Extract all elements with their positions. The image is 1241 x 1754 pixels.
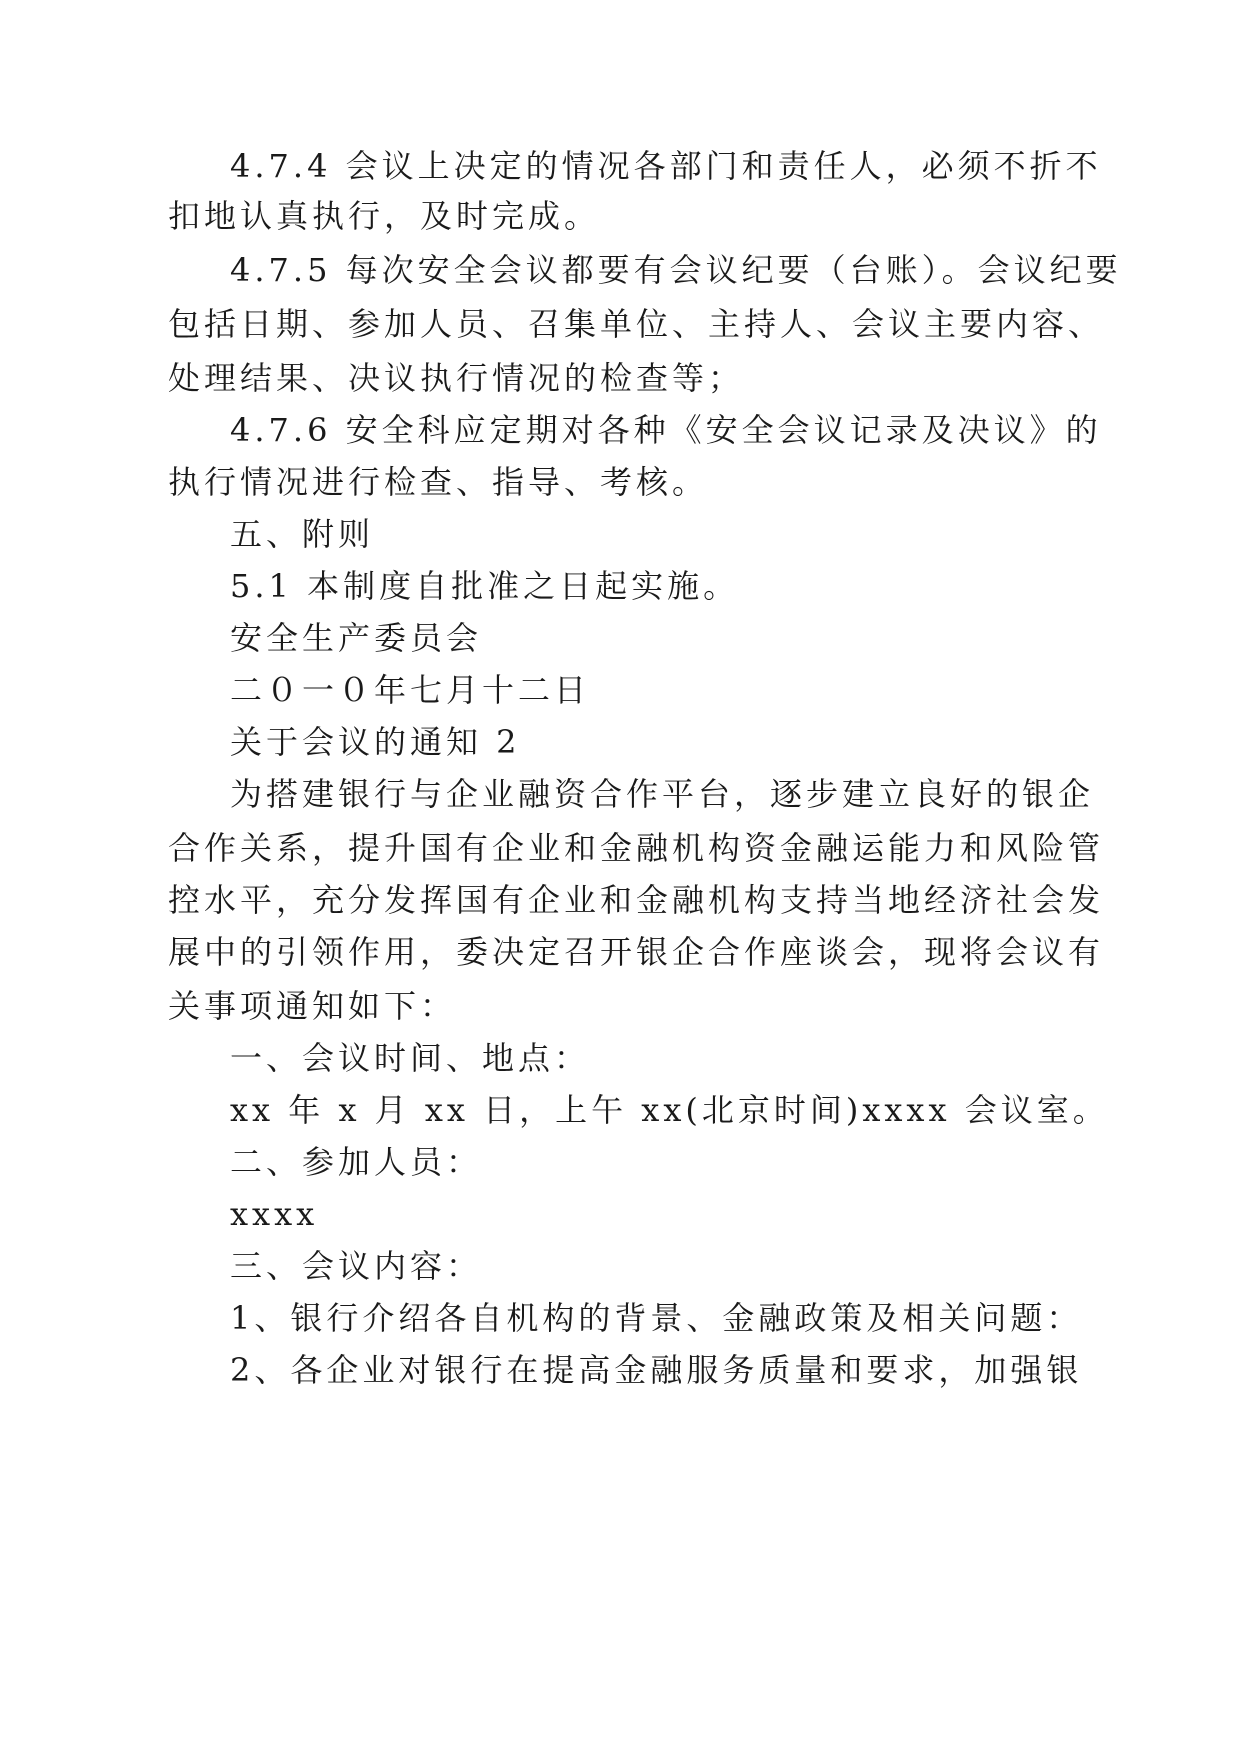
text-line: 展中的引领作用，委决定召开银企合作座谈会，现将会议有 — [168, 933, 1105, 971]
list-item: 2、各企业对银行在提高金融服务质量和要求，加强银 — [230, 1351, 1083, 1389]
text-line: 为搭建银行与企业融资合作平台，逐步建立良好的银企 — [230, 775, 1095, 813]
text-line: 扣地认真执行，及时完成。 — [168, 197, 601, 235]
section-heading: 三、会议内容： — [230, 1247, 483, 1285]
text-line: xx 年 x 月 xx 日，上午 xx(北京时间)xxxx 会议室。 — [230, 1091, 1109, 1129]
text-line: 控水平，充分发挥国有企业和金融机构支持当地经济社会发 — [168, 881, 1105, 919]
section-heading: 一、会议时间、地点： — [230, 1039, 591, 1077]
list-item: 1、银行介绍各自机构的背景、金融政策及相关问题： — [230, 1299, 1083, 1337]
section-heading: 五、附则 — [230, 515, 375, 553]
date-line: 二０一０年七月十二日 — [230, 671, 591, 709]
text-line: 5.1 本制度自批准之日起实施。 — [230, 567, 740, 605]
text-line: 4.7.6 安全科应定期对各种《安全会议记录及决议》的 — [230, 411, 1102, 449]
text-line: 执行情况进行检查、指导、考核。 — [168, 463, 709, 501]
text-line: 关事项通知如下： — [168, 987, 457, 1025]
text-line: 包括日期、参加人员、召集单位、主持人、会议主要内容、 — [168, 305, 1105, 343]
text-line: 合作关系，提升国有企业和金融机构资金融运能力和风险管 — [168, 829, 1105, 867]
text-line: 4.7.5 每次安全会议都要有会议纪要（台账）。会议纪要 — [230, 251, 1122, 289]
text-line: 处理结果、决议执行情况的检查等； — [168, 359, 745, 397]
signature-line: 安全生产委员会 — [230, 619, 483, 657]
section-heading: 二、参加人员： — [230, 1143, 483, 1181]
document-title: 关于会议的通知 2 — [230, 723, 521, 761]
text-line: xxxx — [230, 1195, 319, 1233]
text-line: 4.7.4 会议上决定的情况各部门和责任人，必须不折不 — [230, 147, 1102, 185]
